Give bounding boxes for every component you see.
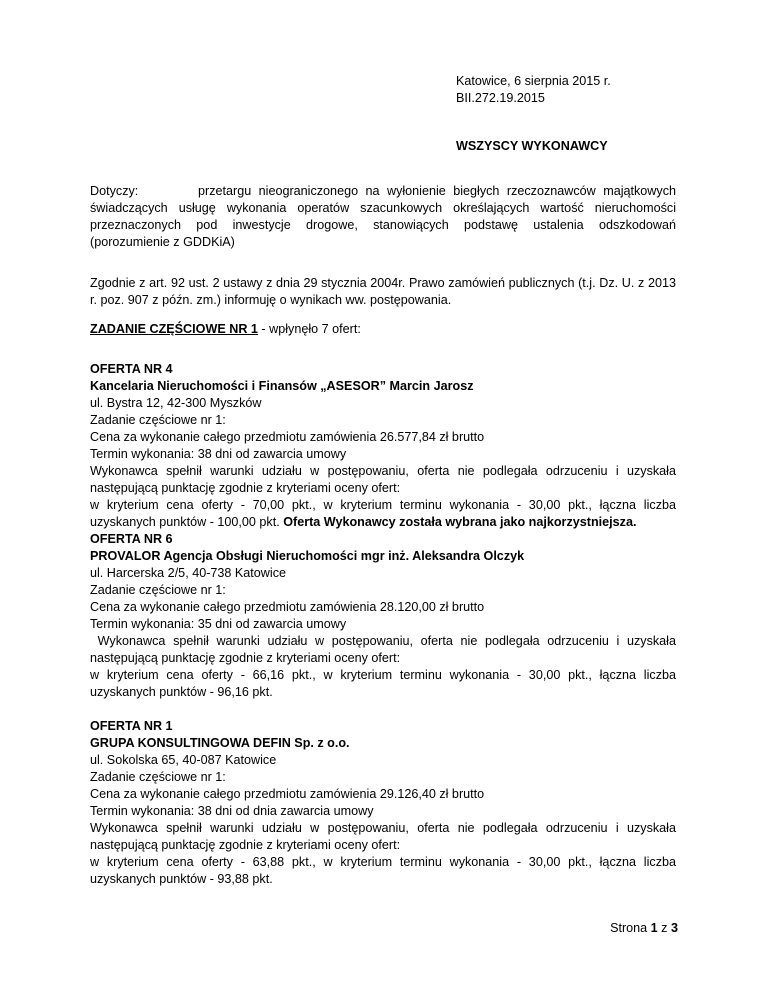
- page-footer: [610, 920, 678, 937]
- offer-number: OFERTA NR 6: [90, 532, 173, 546]
- offer-selected-note: Oferta Wykonawcy została wybrana jako najkorzystniejsza.: [283, 515, 637, 529]
- offer-points-text: w kryterium cena oferty - 70,00 pkt., w kryterium terminu wykonania - 30,00 pkt., łączna liczba uzyskanych punktów - 100,00 pkt.: [90, 498, 676, 529]
- place-date: Katowice, 6 sierpnia 2015 r.: [456, 74, 611, 88]
- subject-label: Dotyczy:: [90, 184, 139, 198]
- offer-block: [90, 718, 676, 888]
- offer-address: ul. Bystra 12, 42-300 Myszków: [90, 396, 262, 410]
- zadanie-suffix: - wpłynęło 7 ofert:: [257, 322, 361, 336]
- offer-term: Termin wykonania: 38 dni od zawarcia umowy: [90, 447, 347, 461]
- offer-company: Kancelaria Nieruchomości i Finansów „ASESOR” Marcin Jarosz: [90, 379, 474, 393]
- offer-points: [90, 497, 676, 531]
- document-header: [456, 73, 696, 107]
- offer-address: ul. Harcerska 2/5, 40-738 Katowice: [90, 566, 287, 580]
- offer-task: Zadanie częściowe nr 1:: [90, 583, 226, 597]
- offer-evaluation: Wykonawca spełnił warunki udziału w postępowaniu, oferta nie podlegała odrzuceniu i uzyskała następującą punktację zgodnie z kryteriami oceny ofert:: [90, 464, 676, 495]
- offer-points: w kryterium cena oferty - 63,88 pkt., w kryterium terminu wykonania - 30,00 pkt., łączna liczba uzyskanych punktów - 93,88 pkt.: [90, 855, 676, 886]
- offer-price: Cena za wykonanie całego przedmiotu zamówienia 26.577,84 zł brutto: [90, 430, 485, 444]
- offer-price: Cena za wykonanie całego przedmiotu zamówienia 28.120,00 zł brutto: [90, 600, 485, 614]
- page-number-prefix: Strona: [610, 921, 651, 935]
- offer-company: GRUPA KONSULTINGOWA DEFIN Sp. z o.o.: [90, 736, 350, 750]
- offer-task: Zadanie częściowe nr 1:: [90, 770, 226, 784]
- reference-number: BII.272.19.2015: [456, 91, 545, 105]
- page-number-current: 1: [650, 921, 658, 935]
- zadanie-title: ZADANIE CZĘŚCIOWE NR 1: [90, 322, 258, 336]
- subject-text: przetargu nieograniczonego na wyłonienie biegłych rzeczoznawców majątkowych świadczących usługę wykonania operatów szacunkowych określających wartość nieruchomości przeznaczonych pod inwestycje drogowe, stanowiących podstawę ustalenia odszkodowań (porozumienie z GDDKiA): [90, 184, 676, 249]
- offer-price: Cena za wykonanie całego przedmiotu zamówienia 29.126,40 zł brutto: [90, 787, 485, 801]
- offer-evaluation: Wykonawca spełnił warunki udziału w postępowaniu, oferta nie podlegała odrzuceniu i uzyskała następującą punktację zgodnie z kryteriami oceny ofert:: [90, 634, 680, 665]
- offer-task: Zadanie częściowe nr 1:: [90, 413, 226, 427]
- page-number-total: 3: [670, 921, 678, 935]
- intro-paragraph: Zgodnie z art. 92 ust. 2 ustawy z dnia 29 stycznia 2004r. Prawo zamówień publicznych (t.j. Dz. U. z 2013 r. poz. 907 z późn. zm.) informuję o wynikach ww. postępowania.: [90, 276, 676, 307]
- subject-paragraph: [90, 183, 676, 251]
- page-number-middle: z: [657, 921, 671, 935]
- offer-block: [90, 361, 676, 531]
- offer-term: Termin wykonania: 38 dni od dnia zawarcia umowy: [90, 804, 374, 818]
- zadanie-heading: [90, 321, 676, 338]
- offer-term: Termin wykonania: 35 dni od zawarcia umowy: [90, 617, 347, 631]
- offer-points: w kryterium cena oferty - 66,16 pkt., w kryterium terminu wykonania - 30,00 pkt., łączna liczba uzyskanych punktów - 96,16 pkt.: [90, 668, 676, 699]
- offer-evaluation: Wykonawca spełnił warunki udziału w postępowaniu, oferta nie podlegała odrzuceniu i uzyskała następującą punktację zgodnie z kryteriami oceny ofert:: [90, 821, 676, 852]
- offer-number: OFERTA NR 4: [90, 362, 173, 376]
- offer-number: OFERTA NR 1: [90, 719, 173, 733]
- offer-company: PROVALOR Agencja Obsługi Nieruchomości mgr inż. Aleksandra Olczyk: [90, 549, 525, 563]
- addressee: WSZYSCY WYKONAWCY: [456, 139, 608, 153]
- offer-address: ul. Sokolska 65, 40-087 Katowice: [90, 753, 277, 767]
- offer-block: [90, 531, 680, 701]
